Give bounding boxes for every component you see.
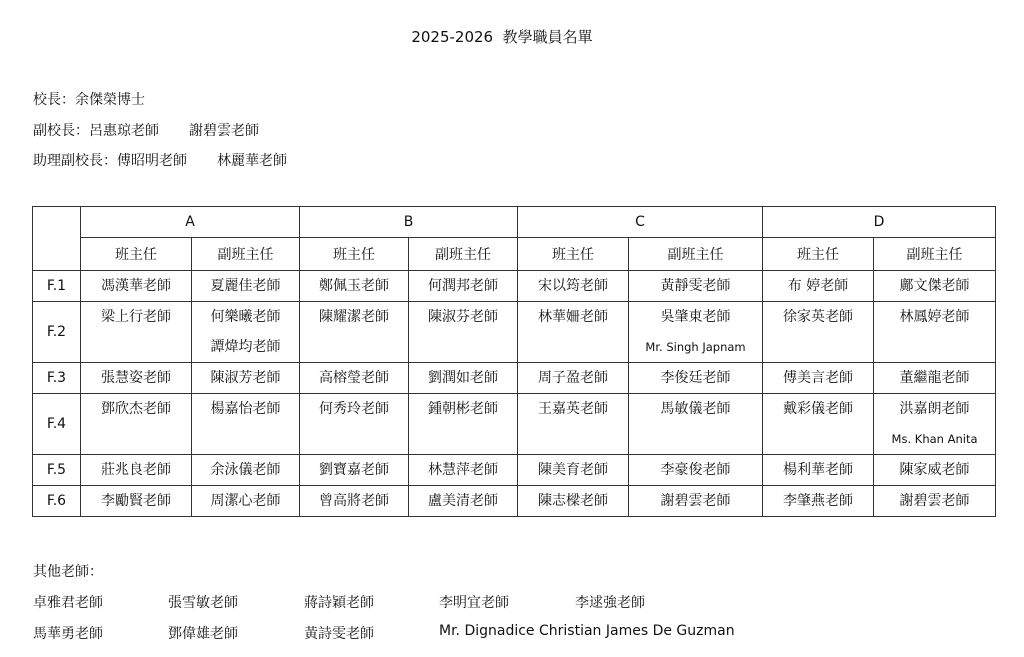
other-teachers-label: 其他老師： xyxy=(33,564,103,580)
teacher-name: Mr. Singh Japnam xyxy=(645,340,746,354)
teacher-cell xyxy=(629,302,763,363)
teacher-cell xyxy=(874,455,996,486)
teacher-name: 林慧萍老師 xyxy=(428,462,499,478)
role-header: 班主任 xyxy=(81,238,192,271)
teacher-cell xyxy=(300,455,409,486)
teacher-name: 曾高將老師 xyxy=(319,493,390,509)
teacher-cell xyxy=(192,363,300,394)
teacher-cell xyxy=(518,271,629,302)
teacher-name: 洪嘉朗老師 xyxy=(899,401,970,417)
teacher-cell xyxy=(300,363,409,394)
teacher-name: 陳淑芬老師 xyxy=(428,309,499,325)
other-teacher-name: 鄧偉雄老師 xyxy=(168,626,238,642)
teacher-cell xyxy=(629,271,763,302)
teacher-name: 吳肇東老師 xyxy=(660,309,731,325)
other-teacher-name: 卓雅君老師 xyxy=(33,595,103,611)
assistant-principals-line xyxy=(33,150,287,170)
role-header: 副班主任 xyxy=(874,238,996,271)
teacher-cell xyxy=(629,486,763,517)
teacher-cell xyxy=(300,486,409,517)
role-header: 班主任 xyxy=(300,238,409,271)
other-teacher-name: 李逑強老師 xyxy=(575,595,645,611)
teacher-name: 何樂曦老師 xyxy=(210,309,281,325)
teacher-name: 謝碧雲老師 xyxy=(899,493,970,509)
teacher-name: 李豪俊老師 xyxy=(660,462,731,478)
teacher-cell xyxy=(874,302,996,363)
group-header: C xyxy=(518,207,763,238)
teacher-name: 陳志樑老師 xyxy=(538,493,609,509)
teacher-name: 陳淑芳老師 xyxy=(210,370,281,386)
teacher-cell xyxy=(300,394,409,455)
teacher-cell xyxy=(518,455,629,486)
teacher-name: 劉潤如老師 xyxy=(428,370,499,386)
teacher-cell xyxy=(874,271,996,302)
teacher-name: 布 婷老師 xyxy=(787,278,849,294)
other-teacher-name: 李明宜老師 xyxy=(439,595,509,611)
teacher-name: 譚煒均老師 xyxy=(210,339,281,355)
teacher-cell xyxy=(763,486,874,517)
teacher-name: 黃靜雯老師 xyxy=(660,278,731,294)
teacher-cell xyxy=(81,455,192,486)
teacher-cell xyxy=(81,486,192,517)
vice-principals-line xyxy=(33,120,259,140)
teacher-cell xyxy=(409,394,518,455)
vice-principals-label: 副校長： xyxy=(33,123,89,139)
grade-label: F.3 xyxy=(33,363,81,394)
teacher-name: 徐家英老師 xyxy=(783,309,854,325)
teacher-cell xyxy=(518,302,629,363)
teacher-name: 王嘉英老師 xyxy=(538,401,609,417)
teacher-name: 梁上行老師 xyxy=(101,309,171,325)
teacher-name: 李俊廷老師 xyxy=(660,370,731,386)
teacher-cell xyxy=(409,455,518,486)
other-teacher-name: 蔣詩穎老師 xyxy=(304,595,374,611)
assistant-principal-name: 傅昭明老師 xyxy=(117,153,187,169)
teacher-cell xyxy=(192,271,300,302)
teacher-name: 馬敏儀老師 xyxy=(660,401,731,417)
grade-row xyxy=(33,363,996,394)
teacher-name: 鄭佩玉老師 xyxy=(319,278,390,294)
teacher-cell xyxy=(409,486,518,517)
teacher-cell xyxy=(300,302,409,363)
teacher-name: 盧美清老師 xyxy=(428,493,499,509)
grade-label: F.1 xyxy=(33,271,81,302)
group-header: D xyxy=(763,207,996,238)
teacher-cell xyxy=(409,302,518,363)
teacher-cell xyxy=(81,302,192,363)
teacher-name: 何秀玲老師 xyxy=(319,401,390,417)
teacher-name: Ms. Khan Anita xyxy=(891,432,978,446)
teacher-cell xyxy=(192,486,300,517)
assistant-principals-label: 助理副校長： xyxy=(33,153,117,169)
document-title: 2025-2026 教學職員名單 xyxy=(411,28,593,46)
grade-label: F.6 xyxy=(33,486,81,517)
teacher-cell xyxy=(192,302,300,363)
role-header: 副班主任 xyxy=(192,238,300,271)
other-teacher-name: 張雪敏老師 xyxy=(168,595,238,611)
group-header: B xyxy=(300,207,518,238)
role-header: 班主任 xyxy=(518,238,629,271)
grade-row xyxy=(33,394,996,455)
teacher-cell xyxy=(518,486,629,517)
teacher-cell xyxy=(629,455,763,486)
teacher-cell xyxy=(874,394,996,455)
teacher-name: 李肇燕老師 xyxy=(783,493,854,509)
role-header: 副班主任 xyxy=(409,238,518,271)
role-header: 副班主任 xyxy=(629,238,763,271)
vice-principal-name: 謝碧雲老師 xyxy=(189,123,259,139)
grade-row xyxy=(33,302,996,363)
teacher-cell xyxy=(192,455,300,486)
corner-cell xyxy=(33,207,81,271)
teacher-name: 謝碧雲老師 xyxy=(660,493,731,509)
teacher-name: 楊利華老師 xyxy=(783,462,854,478)
group-header: A xyxy=(81,207,300,238)
teacher-name: 夏麗佳老師 xyxy=(210,278,281,294)
teacher-cell xyxy=(874,363,996,394)
teacher-cell xyxy=(874,486,996,517)
teacher-cell xyxy=(629,394,763,455)
teacher-cell xyxy=(629,363,763,394)
grade-label: F.2 xyxy=(33,302,81,363)
principal-line: 校長：余傑榮博士 xyxy=(33,92,145,108)
teacher-cell xyxy=(409,363,518,394)
teacher-cell xyxy=(518,394,629,455)
teacher-name: 鄧欣杰老師 xyxy=(101,401,171,417)
other-teacher-name: Mr. Dignadice Christian James De Guzman xyxy=(439,623,735,639)
grade-row xyxy=(33,271,996,302)
teacher-name: 鄺文傑老師 xyxy=(899,278,970,294)
teacher-name: 林鳳婷老師 xyxy=(899,309,970,325)
other-teacher-name: 黃詩雯老師 xyxy=(304,626,374,642)
class-teacher-table xyxy=(32,206,996,517)
teacher-cell xyxy=(409,271,518,302)
teacher-name: 鍾朝彬老師 xyxy=(428,401,499,417)
teacher-cell xyxy=(300,271,409,302)
teacher-name: 李勵賢老師 xyxy=(101,493,171,509)
teacher-name: 何潤邦老師 xyxy=(428,278,499,294)
teacher-cell xyxy=(192,394,300,455)
teacher-cell xyxy=(763,302,874,363)
teacher-cell xyxy=(81,363,192,394)
grade-row xyxy=(33,455,996,486)
other-teacher-name: 馬華勇老師 xyxy=(33,626,103,642)
teacher-name: 陳美育老師 xyxy=(538,462,609,478)
teacher-cell xyxy=(763,394,874,455)
teacher-cell xyxy=(763,363,874,394)
teacher-name: 陳耀潔老師 xyxy=(319,309,390,325)
teacher-cell xyxy=(81,394,192,455)
teacher-name: 劉寶嘉老師 xyxy=(319,462,390,478)
teacher-name: 莊兆良老師 xyxy=(101,462,171,478)
role-header: 班主任 xyxy=(763,238,874,271)
teacher-cell xyxy=(518,363,629,394)
teacher-name: 高榕瑩老師 xyxy=(319,370,390,386)
teacher-cell xyxy=(763,455,874,486)
teacher-name: 馮漢華老師 xyxy=(101,278,171,294)
teacher-name: 戴彩儀老師 xyxy=(783,401,854,417)
teacher-name: 張慧姿老師 xyxy=(101,370,171,386)
assistant-principal-name: 林麗華老師 xyxy=(217,153,287,169)
grade-label: F.4 xyxy=(33,394,81,455)
teacher-name: 周子盈老師 xyxy=(538,370,609,386)
teacher-name: 余泳儀老師 xyxy=(210,462,281,478)
vice-principal-name: 呂惠琼老師 xyxy=(89,123,159,139)
grade-label: F.5 xyxy=(33,455,81,486)
teacher-cell xyxy=(81,271,192,302)
teacher-name: 董繼龍老師 xyxy=(899,370,970,386)
teacher-cell xyxy=(763,271,874,302)
teacher-name: 陳家威老師 xyxy=(899,462,970,478)
teacher-name: 楊嘉怡老師 xyxy=(210,401,281,417)
teacher-name: 林華姍老師 xyxy=(538,309,609,325)
teacher-name: 周潔心老師 xyxy=(210,493,281,509)
grade-row xyxy=(33,486,996,517)
teacher-name: 傅美言老師 xyxy=(783,370,854,386)
teacher-name: 宋以筠老師 xyxy=(538,278,609,294)
